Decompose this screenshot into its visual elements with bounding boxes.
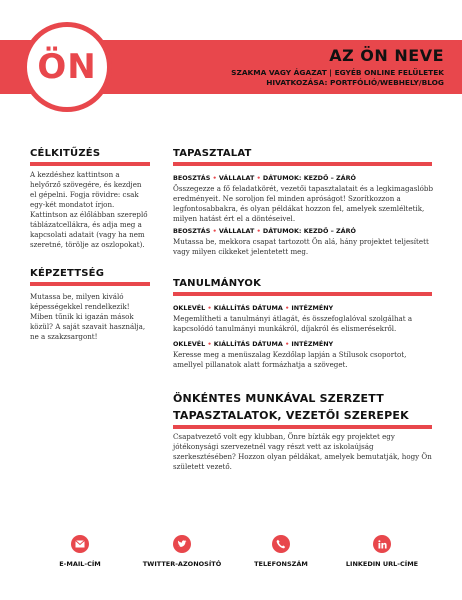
experience-divider xyxy=(173,162,432,166)
experience-heading: TAPASZTALAT xyxy=(173,148,252,159)
header-subtitle xyxy=(144,68,444,88)
skills-divider xyxy=(30,282,150,286)
education-heading: TANULMÁNYOK xyxy=(173,278,262,289)
volunteer-divider xyxy=(173,425,432,429)
education-divider xyxy=(173,292,432,296)
education-2-text[interactable]: Keresse meg a menüszalag Kezdőlap lapján a Stílusok csoportot, amellyel pillanatok alatt formázhatja a szöveget. xyxy=(173,350,407,369)
objective-heading: CÉLKITŰZÉS xyxy=(30,148,101,159)
volunteer-heading: ÖNKÉNTES MUNKÁVAL SZERZETT TAPASZTALATOK, VEZETŐI SZEREPEK xyxy=(173,392,409,422)
person-name[interactable]: AZ ÖN NEVE xyxy=(329,46,444,65)
contact-phone[interactable] xyxy=(231,535,331,568)
objective-text-1[interactable]: A kezdéshez kattintson a helyőrző szövegére, és kezdjen el gépelni. Fogja rövidre: csak egy-két mondatot írjon. xyxy=(30,170,142,209)
twitter-label[interactable]: TWITTER-AZONOSÍTÓ xyxy=(142,560,222,568)
subtitle-line-1[interactable]: SZAKMA VAGY ÁGAZAT | EGYÉB ONLINE FELÜLETEK xyxy=(231,68,444,77)
experience-2-text[interactable]: Mutassa be, mekkora csapat tartozott Ön alá, hány projektet teljesített vagy milyen cikkeket jelentetett meg. xyxy=(173,237,429,256)
experience-1-text[interactable]: Összegezze a fő feladatkörét, vezetői tapasztalatait és a legkimagaslóbb eredményeit. Ne soroljon fel minden apróságot! Szorítkozzon a legfontosabbakra, és olyan példákat hozzon fel, amelyek szemléltetik, milyen hatást ért el a döntéseivel. xyxy=(173,184,433,223)
monogram-text: ÖN xyxy=(37,47,97,87)
phone-icon xyxy=(272,535,290,553)
linkedin-icon xyxy=(373,535,391,553)
monogram-circle xyxy=(22,22,112,112)
email-icon xyxy=(71,535,89,553)
email-label[interactable]: E-MAIL-CÍM xyxy=(59,560,101,568)
objective-text-2[interactable]: Kattintson az élőlábban szereplő táblázatcellákra, és adja meg a kapcsolati adatait (vagy ha nem szeretné, törölje az oszlopokat). xyxy=(30,210,148,249)
skills-text[interactable]: Mutassa be, milyen kiváló képességekkel rendelkezik! Miben tűnik ki igazán mások közül? A saját szavait használja, ne a szakzsargont! xyxy=(30,292,146,341)
contact-email[interactable] xyxy=(30,535,130,568)
skills-heading: KÉPZETTSÉG xyxy=(30,268,105,279)
objective-divider xyxy=(30,162,150,166)
subtitle-line-2[interactable]: HIVATKOZÁSA: PORTFÓLIÓ/WEBHELY/BLOG xyxy=(266,78,444,87)
phone-label[interactable]: TELEFONSZÁM xyxy=(254,560,308,568)
experience-2-header: BEOSZTÁS • VÁLLALAT • DÁTUMOK: KEZDŐ – ZÁRÓ xyxy=(173,227,356,235)
education-2-header: OKLEVÉL • KIÁLLÍTÁS DÁTUMA • INTÉZMÉNY xyxy=(173,340,334,348)
twitter-icon xyxy=(173,535,191,553)
education-1-header: OKLEVÉL • KIÁLLÍTÁS DÁTUMA • INTÉZMÉNY xyxy=(173,304,334,312)
contact-linkedin[interactable] xyxy=(332,535,432,568)
education-1-text[interactable]: Megemlítheti a tanulmányi átlagát, és összefoglalóval szolgálhat a kapcsolódó tanulmányi munkákról, díjakról és elismerésekről. xyxy=(173,314,413,333)
volunteer-text[interactable]: Csapatvezető volt egy klubban, Önre bízták egy projektet egy jótékonysági szervezetnél vagy részt vett az iskolaújság szerkesztésében? Hozzon olyan példákat, amelyek bemutatják, hogy Ön született vezető. xyxy=(173,432,432,471)
linkedin-label[interactable]: LINKEDIN URL-CÍME xyxy=(345,560,419,568)
experience-1-header: BEOSZTÁS • VÁLLALAT • DÁTUMOK: KEZDŐ – ZÁRÓ xyxy=(173,174,356,182)
contact-footer xyxy=(0,535,462,580)
contact-twitter[interactable] xyxy=(132,535,232,568)
